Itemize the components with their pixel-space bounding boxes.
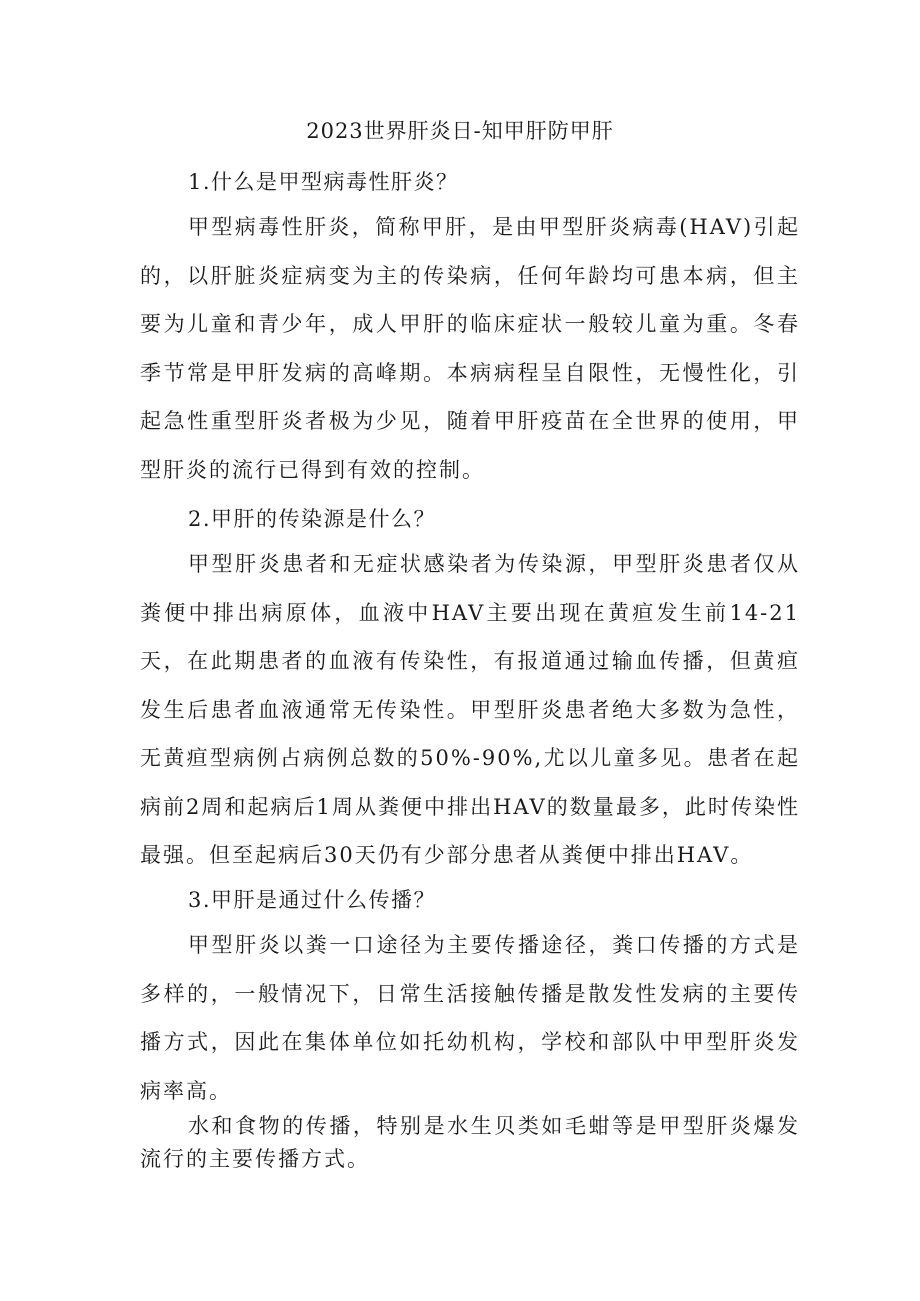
section-3-paragraph-2: 水和食物的传播，特别是水生贝类如毛蚶等是甲型肝炎爆发流行的主要传播方式。 (140, 1114, 800, 1171)
section-3-heading: 3.甲肝是通过什么传播？ (188, 888, 437, 912)
section-1-heading: 1.什么是甲型病毒性肝炎？ (188, 170, 459, 194)
document-title: 2023世界肝炎日-知甲肝防甲肝 (306, 119, 614, 143)
section-2-heading: 2.甲肝的传染源是什么？ (188, 507, 437, 531)
section-1-paragraph: 甲型病毒性肝炎，简称甲肝，是由甲型肝炎病毒(HAV)引起的，以肝脏炎症病变为主的传染病，任何年龄均可患本病，但主要为儿童和青少年，成人甲肝的临床症状一般较儿童为重。冬春季节常是甲肝发病的高峰期。本病病程呈自限性，无慢性化，引起急性重型肝炎者极为少见，随着甲肝疫苗在全世界的使用，甲型肝炎的流行已得到有效的控制。 (140, 215, 800, 482)
section-3-paragraph-1: 甲型肝炎以粪一口途径为主要传播途径，粪口传播的方式是多样的，一般情况下，日常生活接触传播是散发性发病的主要传播方式，因此在集体单位如托幼机构，学校和部队中甲型肝炎发病率高。 (140, 933, 800, 1103)
section-2-paragraph: 甲型肝炎患者和无症状感染者为传染源，甲型肝炎患者仅从粪便中排出病原体，血液中HAV主要出现在黄疸发生前14-21天，在此期患者的血液有传染性，有报道通过输血传播，但黄疸发生后患者血液通常无传染性。甲型肝炎患者绝大多数为急性，无黄疸型病例占病例总数的50%-90%,尤以儿童多见。患者在起病前2周和起病后1周从粪便中排出HAV的数量最多，此时传染性最强。但至起病后30天仍有少部分患者从粪便中排出HAV。 (140, 552, 800, 867)
